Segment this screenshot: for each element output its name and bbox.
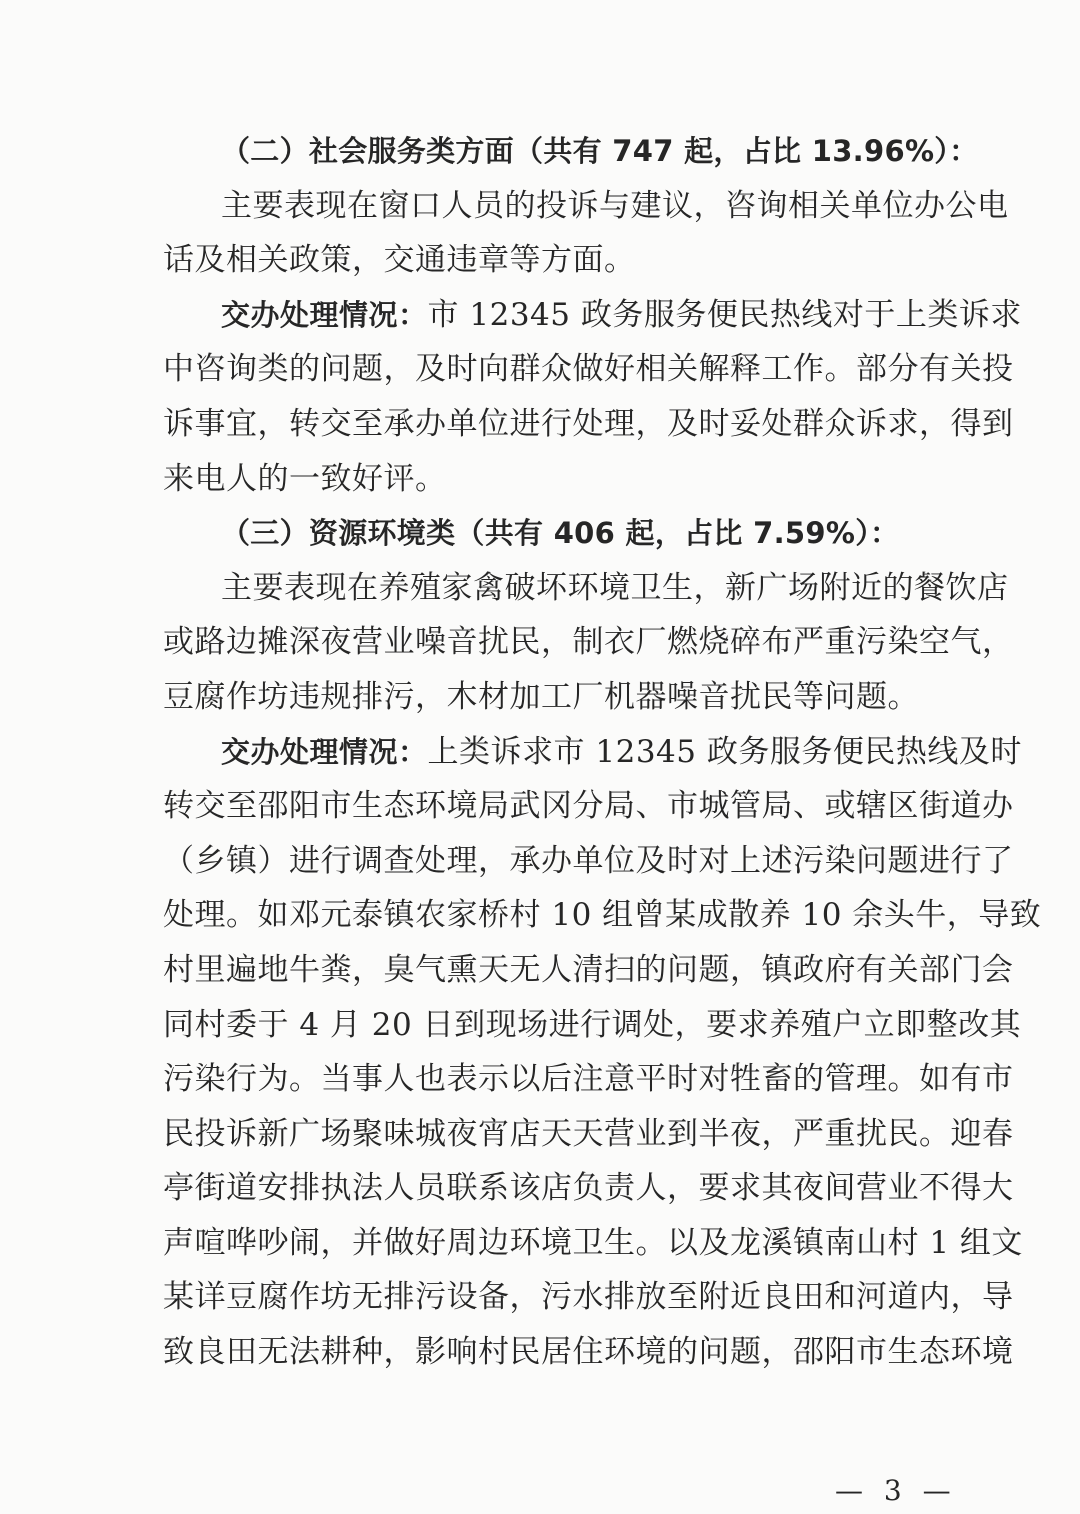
paragraph-text: 市 12345 政务服务便民热线对于上类诉求 [427,296,1022,333]
handling-label: 交办处理情况： [221,734,428,769]
paragraph-line: 主要表现在窗口人员的投诉与建议，咨询相关单位办公电 [221,187,1009,224]
paragraph-line: 豆腐作坊违规排污，木材加工厂机器噪音扰民等问题。 [163,678,919,715]
paragraph-line: 中咨询类的问题，及时向群众做好相关解释工作。部分有关投 [163,351,1014,388]
paragraph-line: 声喧哗吵闹，并做好周边环境卫生。以及龙溪镇南山村 1 组文 [163,1224,1023,1261]
page-number: — 3 — [835,1474,957,1507]
section-heading: （三）资源环境类（共有 406 起，占比 7.59%）： [221,516,900,551]
paragraph-line: 来电人的一致好评。 [163,460,447,497]
paragraph-line: 话及相关政策，交通违章等方面。 [163,242,636,279]
paragraph-line [163,725,1022,780]
section-heading: （二）社会服务类方面（共有 747 起，占比 13.96%）： [221,134,979,168]
paragraph-line: 亭街道安排执法人员联系该店负责人，要求其夜间营业不得大 [163,1170,1014,1207]
paragraph-line: （乡镇）进行调查处理，承办单位及时对上述污染问题进行了 [163,842,1014,879]
paragraph-line: 民投诉新广场聚味城夜宵店天天营业到半夜，严重扰民。迎春 [163,1115,1014,1152]
paragraph-line: 村里遍地牛粪，臭气熏天无人清扫的问题，镇政府有关部门会 [163,951,1014,988]
paragraph-line: 诉事宜，转交至承办单位进行处理，及时妥处群众诉求，得到 [163,405,1014,442]
paragraph-line [163,288,1022,343]
paragraph-line: 或路边摊深夜营业噪音扰民，制衣厂燃烧碎布严重污染空气， [163,624,1014,661]
document-body [163,124,1042,1380]
paragraph-line: 污染行为。当事人也表示以后注意平时对牲畜的管理。如有市 [163,1061,1014,1098]
paragraph-line: 致良田无法耕种，影响村民居住环境的问题，邵阳市生态环境 [163,1334,1014,1371]
paragraph-line: 同村委于 4 月 20 日到现场进行调处，要求养殖户立即整改其 [163,1006,1022,1043]
paragraph-line: 转交至邵阳市生态环境局武冈分局、市城管局、或辖区街道办 [163,788,1014,825]
handling-label: 交办处理情况： [221,297,428,332]
paragraph-line: 主要表现在养殖家禽破坏环境卫生，新广场附近的餐饮店 [221,569,1009,606]
paragraph-line: 处理。如邓元泰镇农家桥村 10 组曾某成散养 10 余头牛，导致 [163,897,1042,934]
paragraph-line: 某详豆腐作坊无排污设备，污水排放至附近良田和河道内，导 [163,1279,1014,1316]
paragraph-text: 上类诉求市 12345 政务服务便民热线及时 [427,733,1022,770]
